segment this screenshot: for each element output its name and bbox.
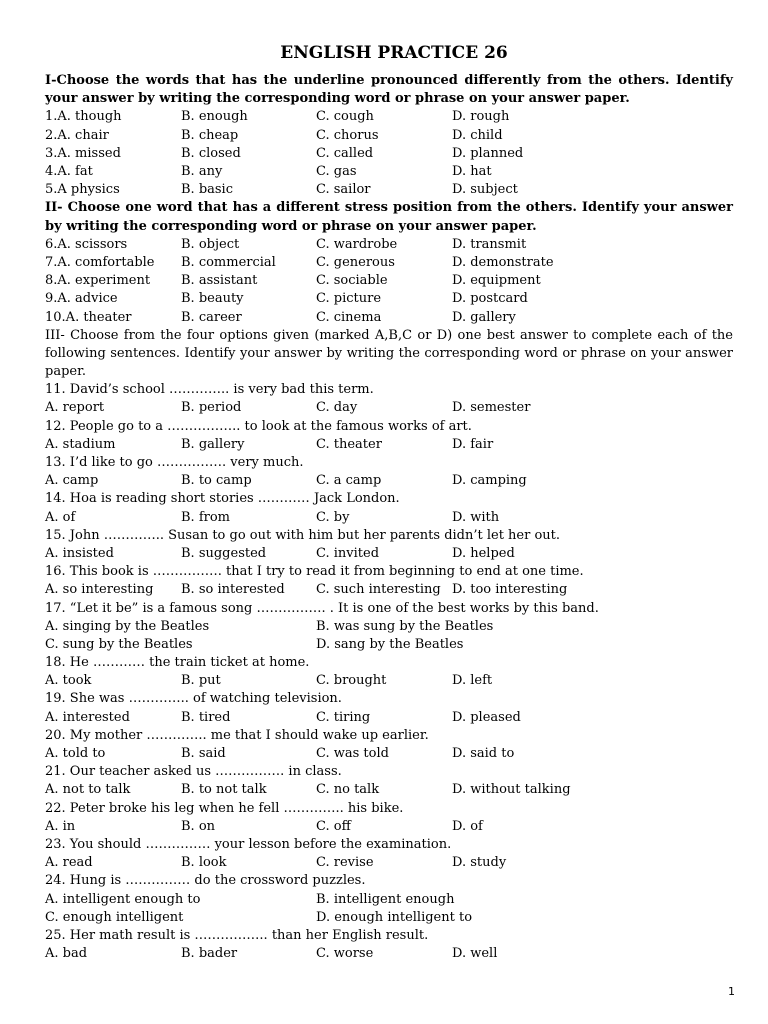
- answer-options: [45, 509, 733, 527]
- option-b: B. career: [181, 309, 242, 325]
- option-a: A. stadium: [45, 436, 116, 452]
- option-a: 5.A physics: [45, 182, 120, 198]
- question-stem: 13. I’d like to go ……………. very much.: [45, 455, 304, 471]
- option-d: D. equipment: [452, 273, 541, 289]
- option-c: C. a camp: [316, 473, 382, 489]
- option-b: B. commercial: [181, 254, 276, 270]
- option-c: C. worse: [316, 946, 374, 962]
- option-c: C. wardrobe: [316, 236, 398, 252]
- option-d: D. gallery: [452, 309, 516, 325]
- option-b: B. enough: [181, 109, 248, 125]
- option-c: C. tiring: [316, 709, 371, 725]
- option-d: D. transmit: [452, 236, 527, 252]
- option-b: B. so interested: [181, 582, 285, 598]
- option-a: A. took: [45, 673, 92, 689]
- option-c: C. theater: [316, 436, 382, 452]
- option-a: A. singing by the Beatles: [45, 618, 210, 634]
- option-d: D. left: [452, 673, 493, 689]
- option-a: 4.A. fat: [45, 163, 93, 179]
- option-b: B. intelligent enough: [316, 891, 455, 907]
- option-b: B. on: [181, 818, 216, 834]
- answer-options: [45, 909, 733, 927]
- option-a: 7.A. comfortable: [45, 254, 155, 270]
- option-c: C. off: [316, 818, 351, 834]
- page-number: 1: [728, 985, 735, 998]
- option-b: B. from: [181, 509, 230, 525]
- option-c: C. generous: [316, 254, 395, 270]
- option-d: D. subject: [452, 182, 518, 198]
- answer-options: [45, 781, 733, 799]
- option-d: D. pleased: [452, 709, 521, 725]
- option-a: 8.A. experiment: [45, 273, 151, 289]
- document-content: [45, 42, 733, 963]
- option-d: D. study: [452, 855, 507, 871]
- answer-options: [45, 545, 733, 563]
- section-2-instruction: II- Choose one word that has a different stress position from the others. Identify your answer by writing the corresponding word or phrase on your answer paper.: [45, 200, 733, 234]
- option-a: A. in: [45, 818, 76, 834]
- answer-options: [45, 472, 733, 490]
- option-c: C. was told: [316, 746, 389, 762]
- option-b: B. cheap: [181, 127, 239, 143]
- option-d: D. said to: [452, 746, 515, 762]
- section-1-instruction: I-Choose the words that has the underline pronounced differently from the others. Identify your answer by writing the corresponding word or phrase on your answer paper.: [45, 73, 733, 107]
- option-a: A. bad: [45, 946, 88, 962]
- option-c: C. gas: [316, 163, 357, 179]
- question-stem: 14. Hoa is reading short stories ………… Jack London.: [45, 491, 400, 507]
- answer-options: [45, 436, 733, 454]
- question-row: [45, 145, 733, 163]
- option-b: B. to camp: [181, 473, 252, 489]
- answer-options: [45, 581, 733, 599]
- option-b: B. tired: [181, 709, 231, 725]
- option-d: D. helped: [452, 545, 515, 561]
- option-c: C. no talk: [316, 782, 380, 798]
- question-row: [45, 254, 733, 272]
- pronunciation-questions: [45, 108, 733, 199]
- option-c: C. cinema: [316, 309, 382, 325]
- answer-options: [45, 618, 733, 636]
- option-d: D. sang by the Beatles: [316, 636, 464, 652]
- option-a: 9.A. advice: [45, 291, 118, 307]
- option-d: D. postcard: [452, 291, 528, 307]
- option-b: B. closed: [181, 145, 241, 161]
- answer-options: [45, 672, 733, 690]
- option-d: D. too interesting: [452, 582, 568, 598]
- answer-options: [45, 854, 733, 872]
- question-stem: 18. He ………… the train ticket at home.: [45, 655, 310, 671]
- stress-questions: [45, 236, 733, 327]
- option-a: A. intelligent enough to: [45, 891, 201, 907]
- option-b: B. any: [181, 163, 223, 179]
- answer-options: [45, 399, 733, 417]
- option-b: B. to not talk: [181, 782, 267, 798]
- option-b: B. beauty: [181, 291, 244, 307]
- option-b: B. period: [181, 400, 242, 416]
- option-b: B. basic: [181, 182, 233, 198]
- option-a: 3.A. missed: [45, 145, 121, 161]
- question-stem: 19. She was ………….. of watching television.: [45, 691, 342, 707]
- option-a: A. told to: [45, 746, 106, 762]
- question-stem: 24. Hung is …………… do the crossword puzzles.: [45, 873, 366, 889]
- option-c: C. sailor: [316, 182, 371, 198]
- option-a: A. report: [45, 400, 105, 416]
- option-d: D. hat: [452, 163, 492, 179]
- option-d: D. child: [452, 127, 503, 143]
- option-d: D. camping: [452, 473, 527, 489]
- answer-options: [45, 709, 733, 727]
- option-b: B. assistant: [181, 273, 258, 289]
- option-c: C. sung by the Beatles: [45, 636, 193, 652]
- question-stem: 25. Her math result is …………….. than her English result.: [45, 927, 429, 943]
- option-d: D. of: [452, 818, 483, 834]
- question-stem: 20. My mother ………….. me that I should wake up earlier.: [45, 727, 429, 743]
- option-d: D. rough: [452, 109, 510, 125]
- option-a: A. camp: [45, 473, 99, 489]
- question-stem: 15. John ………….. Susan to go out with him but her parents didn’t let her out.: [45, 527, 561, 543]
- option-a: A. read: [45, 855, 93, 871]
- question-stem: 12. People go to a …………….. to look at the famous works of art.: [45, 418, 472, 434]
- answer-options: [45, 636, 733, 654]
- option-b: B. suggested: [181, 545, 267, 561]
- answer-options: [45, 745, 733, 763]
- question-stem: 22. Peter broke his leg when he fell ………….. his bike.: [45, 800, 404, 816]
- answer-options: [45, 891, 733, 909]
- option-c: C. enough intelligent: [45, 909, 184, 925]
- option-b: B. said: [181, 746, 226, 762]
- option-a: 1.A. though: [45, 109, 122, 125]
- option-c: C. such interesting: [316, 582, 441, 598]
- question-stem: 17. “Let it be” is a famous song ……………. . It is one of the best works by this band.: [45, 600, 599, 616]
- option-a: A. insisted: [45, 545, 114, 561]
- option-c: C. sociable: [316, 273, 388, 289]
- option-d: D. semester: [452, 400, 531, 416]
- question-stem: 21. Our teacher asked us ……………. in class.: [45, 764, 342, 780]
- question-row: [45, 309, 733, 327]
- question-stem: 23. You should …………… your lesson before the examination.: [45, 836, 452, 852]
- option-b: B. look: [181, 855, 227, 871]
- question-row: [45, 181, 733, 199]
- option-c: C. cough: [316, 109, 374, 125]
- question-row: [45, 236, 733, 254]
- option-b: B. gallery: [181, 436, 245, 452]
- question-stem: 16. This book is ……………. that I try to read it from beginning to end at one time.: [45, 564, 584, 580]
- option-c: C. by: [316, 509, 350, 525]
- option-b: B. object: [181, 236, 240, 252]
- option-c: C. day: [316, 400, 358, 416]
- option-c: C. invited: [316, 545, 380, 561]
- question-row: [45, 272, 733, 290]
- option-b: B. bader: [181, 946, 238, 962]
- multiple-choice-questions: [45, 381, 733, 963]
- option-a: A. not to talk: [45, 782, 131, 798]
- page-title: ENGLISH PRACTICE 26: [280, 43, 508, 63]
- option-b: B. put: [181, 673, 221, 689]
- option-c: C. picture: [316, 291, 382, 307]
- section-3-instruction: III- Choose from the four options given (marked A,B,C or D) one best answer to complete each of the following sentences. Identify your answer by writing the corresponding word or phrase on your answer paper.: [45, 327, 733, 380]
- option-b: B. was sung by the Beatles: [316, 618, 494, 634]
- option-c: C. chorus: [316, 127, 379, 143]
- question-row: [45, 290, 733, 308]
- option-a: A. so interesting: [45, 582, 154, 598]
- question-row: [45, 127, 733, 145]
- question-row: [45, 163, 733, 181]
- option-d: D. well: [452, 946, 498, 962]
- answer-options: [45, 818, 733, 836]
- option-d: D. demonstrate: [452, 254, 554, 270]
- option-a: A. of: [45, 509, 76, 525]
- option-d: D. without talking: [452, 782, 571, 798]
- option-c: C. called: [316, 145, 374, 161]
- option-d: D. enough intelligent to: [316, 909, 473, 925]
- answer-options: [45, 945, 733, 963]
- option-c: C. revise: [316, 855, 374, 871]
- option-a: 10.A. theater: [45, 309, 132, 325]
- option-d: D. fair: [452, 436, 494, 452]
- option-d: D. with: [452, 509, 500, 525]
- question-row: [45, 108, 733, 126]
- option-c: C. brought: [316, 673, 387, 689]
- option-a: A. interested: [45, 709, 130, 725]
- option-a: 2.A. chair: [45, 127, 109, 143]
- option-d: D. planned: [452, 145, 524, 161]
- option-a: 6.A. scissors: [45, 236, 128, 252]
- question-stem: 11. David’s school ………….. is very bad this term.: [45, 382, 374, 398]
